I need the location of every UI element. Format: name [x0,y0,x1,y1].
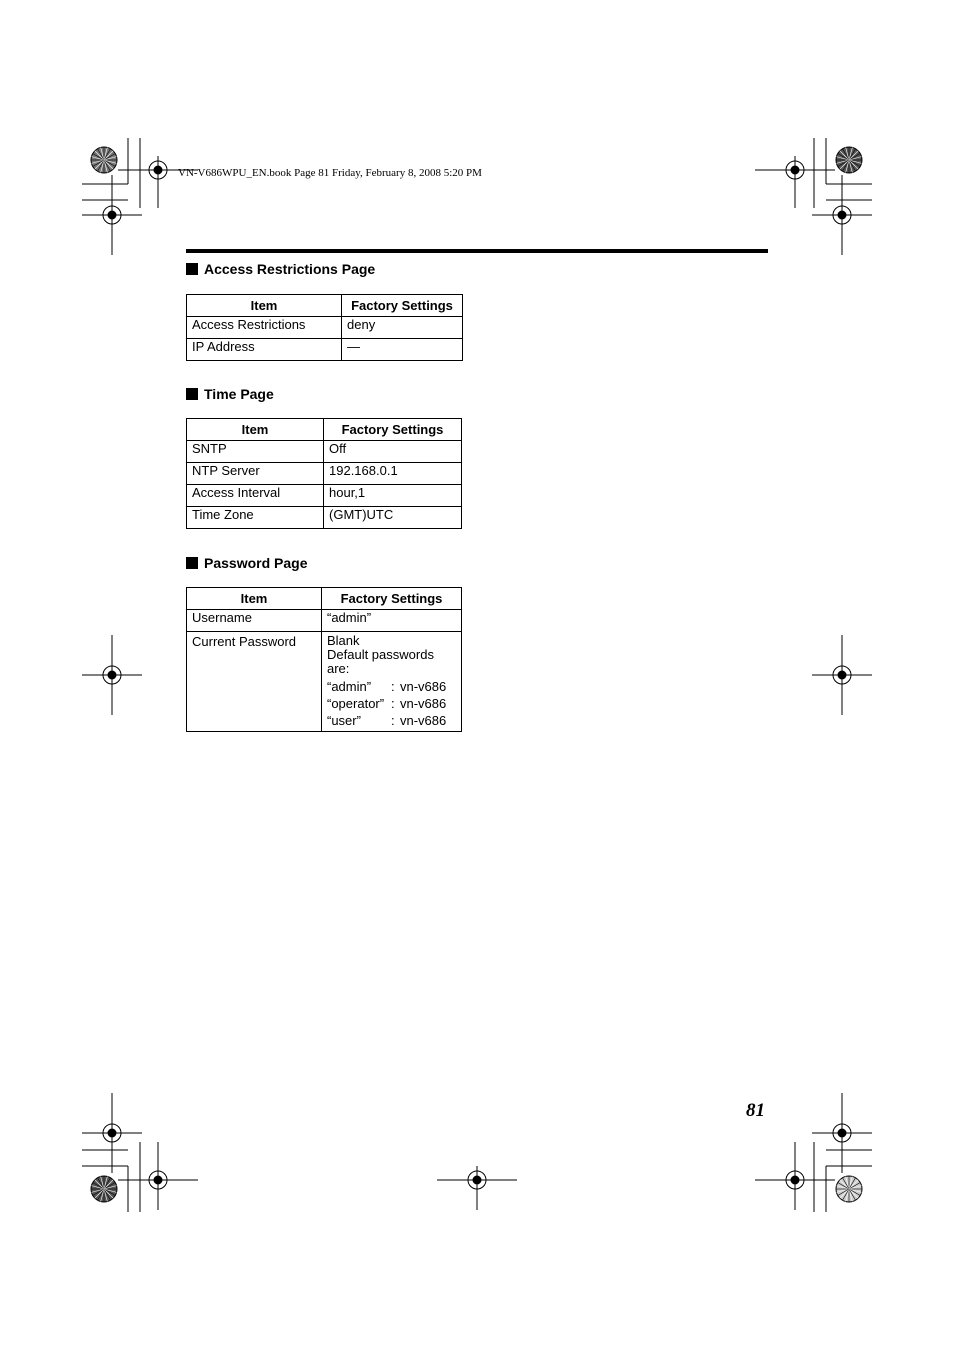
table-row: Time Zone (GMT)UTC [187,507,462,529]
table-row: NTP Server 192.168.0.1 [187,463,462,485]
section-title-access-restrictions: Access Restrictions Page [186,261,375,277]
column-header-factory-settings: Factory Settings [322,588,462,610]
section-rule [186,249,768,253]
table-row: Access Restrictions deny [187,317,463,339]
time-table [186,418,462,529]
default-password-line: “operator” : vn-v686 [327,696,447,711]
table-row: Current Password Blank Default passwords are: “admin” : vn-v686 “operator” : vn-v686 “user” : vn-v686 [187,632,462,732]
password-table [186,587,462,732]
default-password-line: “admin” : vn-v686 [327,679,447,694]
square-bullet-icon [186,557,198,569]
square-bullet-icon [186,263,198,275]
table-row: Access Interval hour,1 [187,485,462,507]
access-restrictions-table [186,294,463,361]
column-header-factory-settings: Factory Settings [324,419,462,441]
square-bullet-icon [186,388,198,400]
default-password-line: “user” : vn-v686 [327,713,447,728]
table-row: SNTP Off [187,441,462,463]
page-number: 81 [746,1100,765,1121]
file-header: VN-V686WPU_EN.book Page 81 Friday, February 8, 2008 5:20 PM [178,167,482,179]
section-title-time: Time Page [186,386,274,402]
column-header-factory-settings: Factory Settings [342,295,463,317]
column-header-item: Item [187,588,322,610]
column-header-item: Item [187,295,342,317]
section-title-password: Password Page [186,555,308,571]
table-row: IP Address — [187,339,463,361]
column-header-item: Item [187,419,324,441]
table-row: Username “admin” [187,610,462,632]
